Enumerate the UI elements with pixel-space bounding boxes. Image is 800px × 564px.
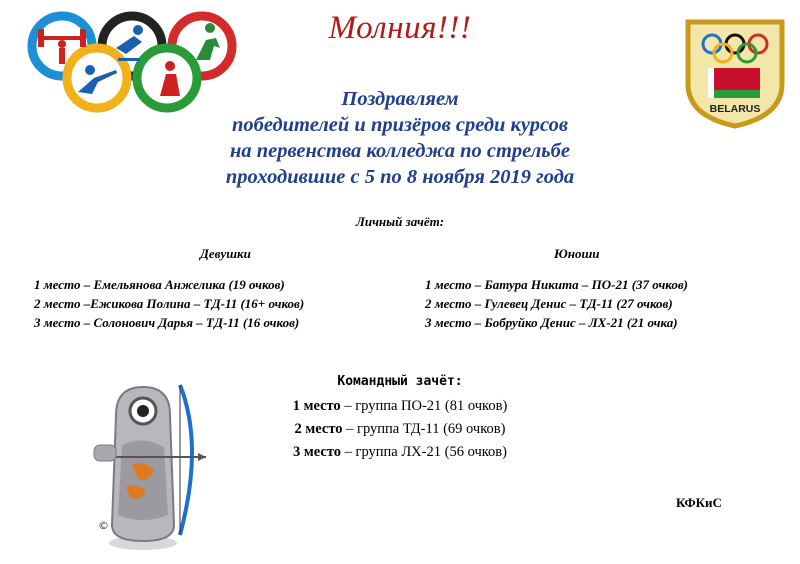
team-place-3-rank: 3 место xyxy=(293,444,342,460)
team-place-3-detail: – группа ЛХ-21 (56 очков) xyxy=(341,444,507,460)
team-place-1 xyxy=(0,398,800,415)
boys-results-list xyxy=(425,275,688,332)
headline: Молния!!! xyxy=(328,10,472,46)
boys-place-3: 3 место – Бобруйко Денис – ЛХ-21 (21 очка) xyxy=(425,315,678,330)
boys-place-2: 2 место – Гулевец Денис – ТД-11 (27 очков) xyxy=(425,296,673,311)
team-place-1-rank: 1 место xyxy=(292,398,341,414)
congrats-line-4: проходившие с 5 по 8 ноября 2019 года xyxy=(225,166,575,188)
team-results-title: Командный зачёт: xyxy=(337,374,463,389)
boys-place-1: 1 место – Батура Никита – ПО-21 (37 очков) xyxy=(425,277,689,292)
team-place-1-detail: – группа ПО-21 (81 очков) xyxy=(340,398,508,414)
girls-results-list xyxy=(34,275,304,332)
copyright-mark: © xyxy=(98,519,109,532)
personal-results-title: Личный зачёт: xyxy=(355,214,445,229)
congrats-line-1: Поздравляем xyxy=(341,88,459,110)
girls-heading: Девушки xyxy=(200,246,251,261)
team-place-2 xyxy=(0,421,800,438)
girls-place-2: 2 место –Ежикова Полина – ТД-11 (16+ очков) xyxy=(34,296,305,311)
team-place-3 xyxy=(0,444,800,461)
congrats-line-2: победителей и призёров среди курсов xyxy=(231,114,568,136)
girls-place-1: 1 место – Емельянова Анжелика (19 очков) xyxy=(34,277,285,292)
team-place-2-rank: 2 место xyxy=(294,421,343,437)
congrats-line-3: на первенства колледжа по стрельбе xyxy=(230,140,570,162)
team-place-2-detail: – группа ТД-11 (69 очков) xyxy=(342,421,506,437)
girls-place-3: 3 место – Солонович Дарья – ТД-11 (16 очков) xyxy=(34,315,300,330)
emblem-country-label: BELARUS xyxy=(709,103,761,115)
boys-heading: Юноши xyxy=(554,246,600,261)
signature: КФКиС xyxy=(676,495,722,510)
